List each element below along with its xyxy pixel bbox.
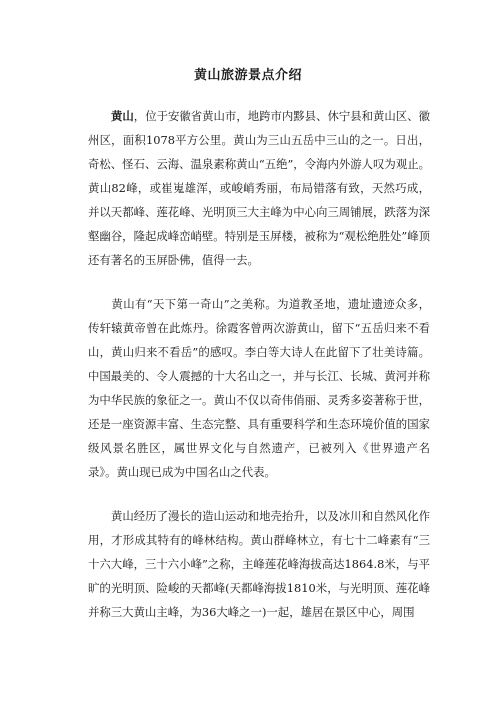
paragraph-text: 黄山经历了漫长的造山运动和地壳抬升，以及冰川和自然风化作用，才形成其特有的峰林结构。黄山群峰林立，有七十二峰素有“三十六大峰，三十六小峰”之称，主峰莲花峰海拔高达1864.8米，与平旷的光明顶、险峻的天都峰(天都峰海拔1810米，与光明顶、莲花峰并称三大黄山主峰，为36大峰之一)一起，雄居在景区中心，周围 (88, 509, 430, 619)
paragraph-1 (88, 104, 430, 272)
paragraph-2 (88, 292, 430, 484)
document-title: 黄山旅游景点介绍 (193, 68, 302, 83)
paragraph-3 (88, 504, 430, 624)
paragraph-lead: 黄山 (111, 109, 134, 123)
paragraph-text: 黄山有“天下第一奇山”之美称。为道教圣地，遗址遗迹众多，传轩辕黄帝曾在此炼丹。徐霞客曾两次游黄山，留下“五岳归来不看山，黄山归来不看岳”的感叹。李白等大诗人在此留下了壮美诗篇。中国最美的、令人震撼的十大名山之一，并与长江、长城、黄河并称为中华民族的象征之一。黄山不仅以奇伟俏丽、灵秀多姿著称于世，还是一座资源丰富、生态完整、具有重要科学和生态环境价值的国家级风景名胜区，属世界文化与自然遗产，已被列入《世界遗产名录》。黄山现已成为中国名山之代表。 (88, 297, 430, 479)
paragraph-text: ，位于安徽省黄山市，地跨市内黟县、休宁县和黄山区、徽州区，面积1078平方公里。黄山为三山五岳中三山的之一。日出，奇松、怪石、云海、温泉素称黄山“五绝”，令海内外游人叹为观止。黄山82峰，或崔嵬雄浑，或峻峭秀丽，布局错落有致，天然巧成，并以天都峰、莲花峰、光明顶三大主峰为中心向三周铺展，跌落为深壑幽谷，隆起成峰峦峭壁。特别是玉屏楼，被称为“观松绝胜处”峰顶还有著名的玉屏卧佛，值得一去。 (88, 109, 430, 267)
